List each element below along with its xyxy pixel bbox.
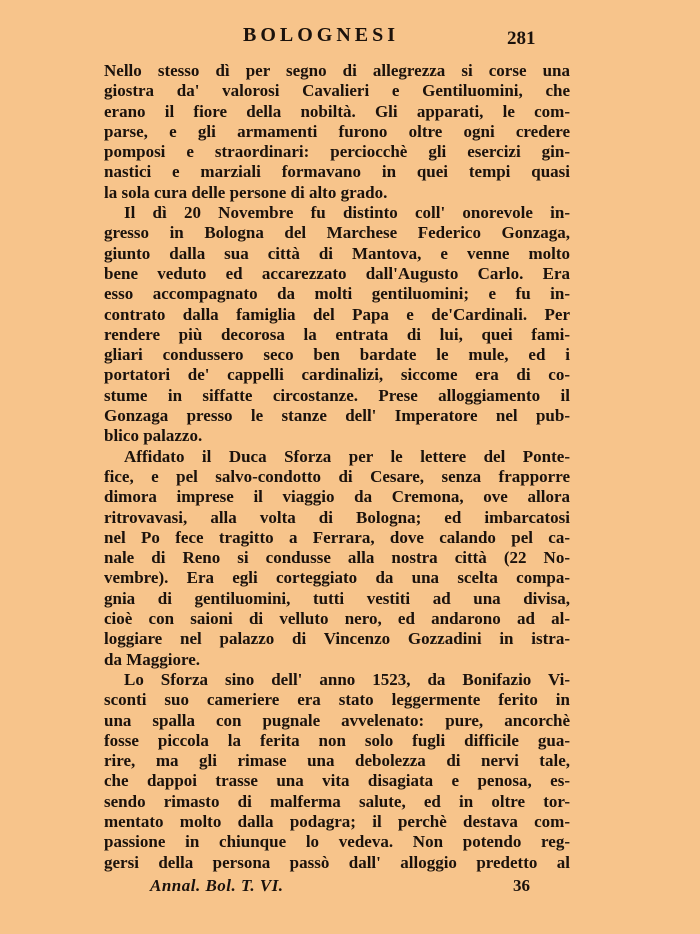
text-line: contrato dalla famiglia del Papa e de'Cardinali. Per	[104, 304, 570, 324]
text-line: fosse piccola la ferita non solo fugli difficile gua-	[104, 730, 570, 750]
text-line: nale di Reno si condusse alla nostra città (22 No-	[104, 548, 570, 568]
text-line: rendere più decorosa la entrata di lui, quei fami-	[104, 324, 570, 344]
page-number: 281	[507, 28, 536, 49]
text-line: blico palazzo.	[104, 426, 203, 446]
text-line: vembre). Era egli corteggiato da una scelta compa-	[104, 568, 570, 588]
text-line: fice, e pel salvo-condotto di Cesare, senza frapporre	[104, 466, 570, 486]
body-text	[104, 61, 570, 873]
text-line: ritrovavasi, alla volta di Bologna; ed imbarcatosi	[104, 507, 570, 527]
text-line: Nello stesso dì per segno di allegrezza si corse una	[104, 61, 570, 80]
running-header-title: BOLOGNESI	[243, 24, 400, 46]
text-line: cioè con saioni di velluto nero, ed andarono ad al-	[104, 609, 570, 629]
text-line: rire, ma gli rimase una debolezza di nervi tale,	[104, 751, 570, 771]
text-line: nel Po fece tragitto a Ferrara, dove calando pel ca-	[104, 527, 570, 547]
text-line: portatori de' cappelli cardinalizi, siccome era di co-	[104, 365, 570, 385]
text-line: mentato molto dalla podagra; il perchè destava com-	[104, 811, 570, 831]
text-line: sendo rimasto di malferma salute, ed in oltre tor-	[104, 791, 570, 811]
text-line: Lo Sforza sino dell' anno 1523, da Bonifazio Vi-	[124, 669, 570, 689]
text-line: che dappoi trasse una vita disagiata e penosa, es-	[104, 771, 570, 791]
footer-signature-number: 36	[513, 876, 530, 895]
text-line: dimora imprese il viaggio da Cremona, ove allora	[104, 487, 570, 507]
text-line: giostra da' valorosi Cavalieri e Gentiluomini, che	[104, 81, 570, 101]
text-line: stume in siffatte circostanze. Prese alloggiamento il	[104, 385, 570, 405]
text-line: giunto dalla sua città di Mantova, e venne molto	[104, 243, 570, 263]
text-line: parse, e gli armamenti furono oltre ogni credere	[104, 121, 570, 141]
text-line: erano il fiore della nobiltà. Gli apparati, le com-	[104, 101, 570, 121]
text-line: Gonzaga presso le stanze dell' Imperatore nel pub-	[104, 406, 570, 426]
text-line: bene veduto ed accarezzato dall'Augusto Carlo. Era	[104, 263, 570, 283]
text-line: la sola cura delle persone di alto grado.	[104, 182, 388, 202]
text-line: loggiare nel palazzo di Vincenzo Gozzadini in istra-	[104, 629, 570, 649]
text-line: passione in chiunque lo vedeva. Non potendo reg-	[104, 832, 570, 852]
text-line: nastici e marziali formavano in quei tempi quasi	[104, 162, 570, 182]
footer-signature: Annal. Bol. T. VI.	[150, 876, 284, 895]
text-line: gersi della persona passò dall' alloggio predetto al	[104, 852, 570, 872]
text-line: esso accompagnato da molti gentiluomini; e fu in-	[104, 284, 570, 304]
text-line: pomposi e straordinari: perciocchè gli esercizi gin-	[104, 142, 570, 162]
text-line: sconti suo cameriere era stato leggermente ferito in	[104, 690, 570, 710]
text-line: una spalla con pugnale avvelenato: pure, ancorchè	[104, 710, 570, 730]
text-line: Affidato il Duca Sforza per le lettere del Ponte-	[124, 446, 570, 466]
text-line: gresso in Bologna del Marchese Federico Gonzaga,	[104, 223, 570, 243]
text-line: da Maggiore.	[104, 649, 201, 669]
text-line: gnia di gentiluomini, tutti vestiti ad una divisa,	[104, 588, 570, 608]
text-line: gliari condussero seco ben bardate le mule, ed i	[104, 345, 570, 365]
text-line: Il dì 20 Novembre fu distinto coll' onorevole in-	[124, 203, 570, 223]
